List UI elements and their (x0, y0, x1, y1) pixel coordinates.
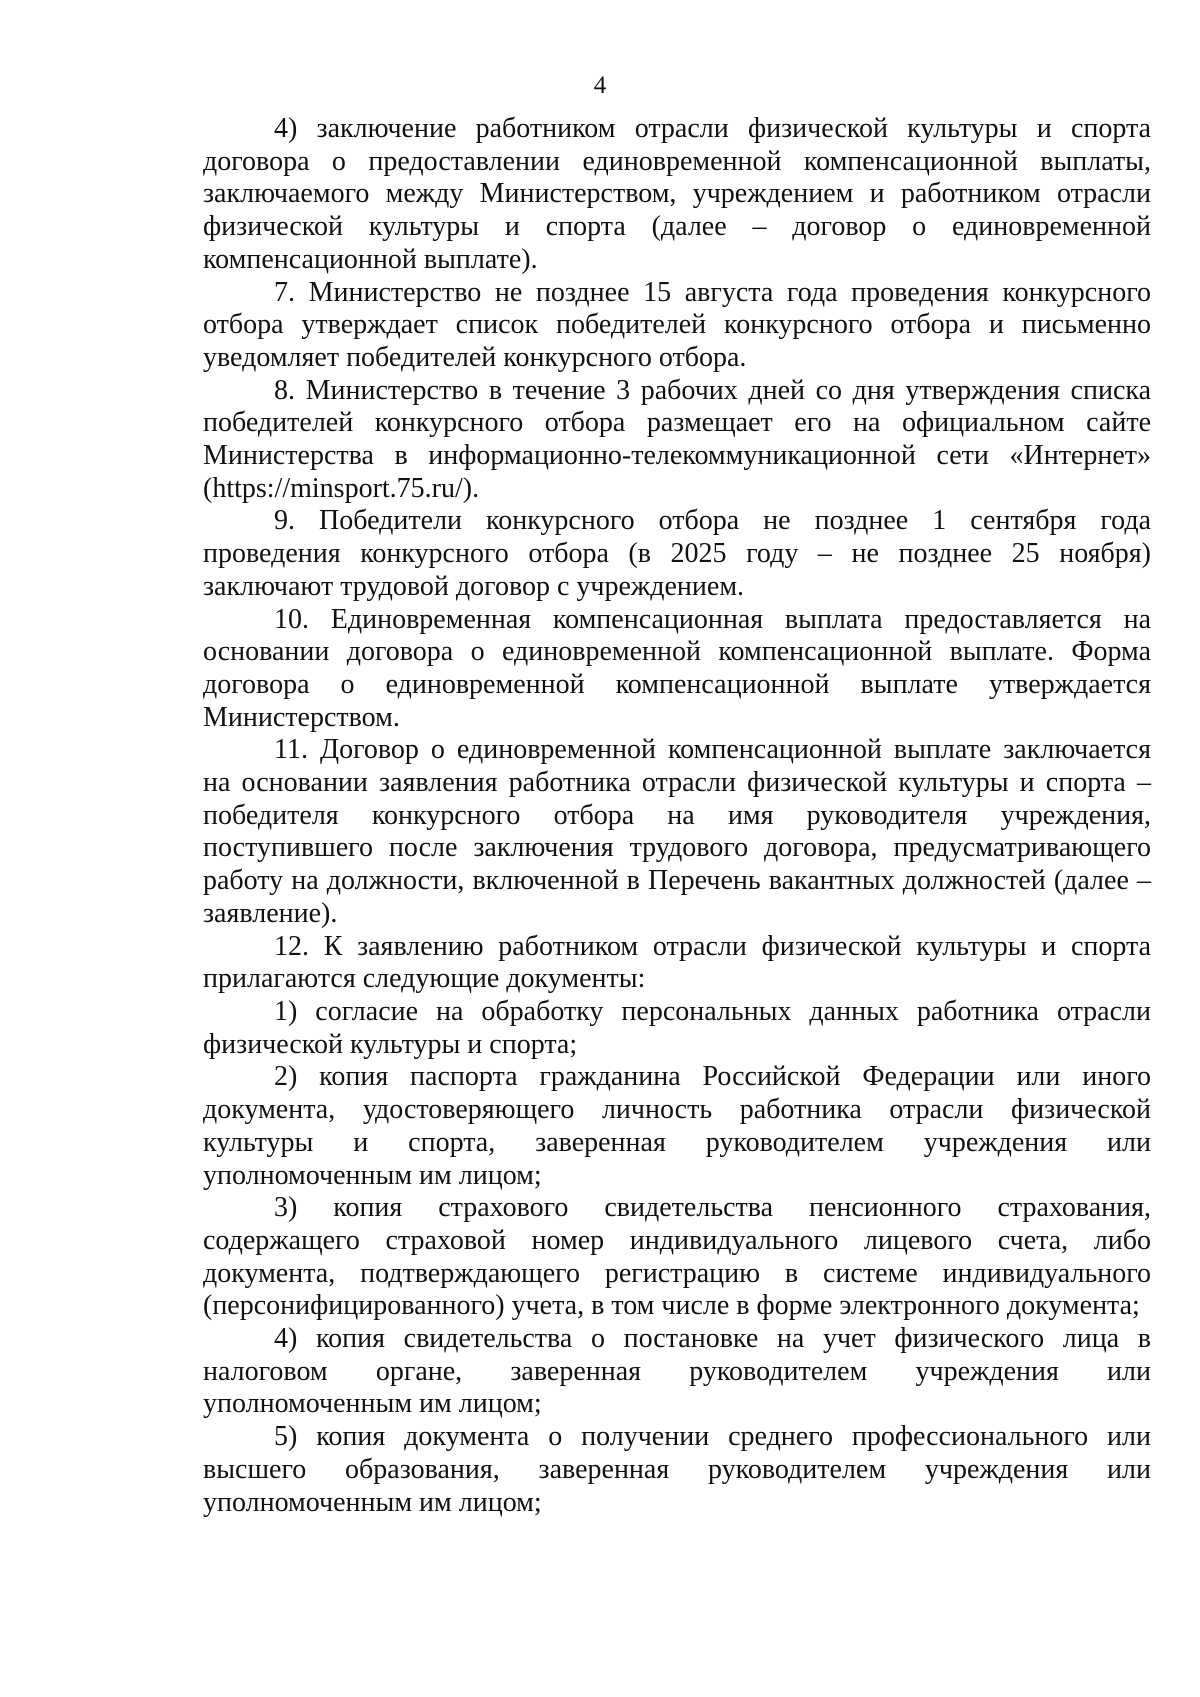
paragraph-clause-4-contract: 4) заключение работником отрасли физической культуры и спорта договора о предоставлении единовременной компенсационной выплаты, заключаемого между Министерством, учреждением и работником отрасли физической культуры и спорта (далее – договор о единовременной компенсационной выплате). (203, 113, 1151, 275)
list-item-2: 2) копия паспорта гражданина Российской Федерации или иного документа, удостоверяющего личность работника отрасли физической культуры и спорта, заверенная руководителем учреждения или уполномоченным им лицом; (203, 1061, 1151, 1191)
list-item-5: 5) копия документа о получении среднего профессионального или высшего образования, заверенная руководителем учреждения или уполномоченным им лицом; (203, 1421, 1151, 1518)
paragraph-11: 11. Договор о единовременной компенсационной выплате заключается на основании заявления работника отрасли физической культуры и спорта – победителя конкурсного отбора на имя руководителя учреждения, поступившего после заключения трудового договора, предусматривающего работу на должности, включенной в Перечень вакантных должностей (далее – заявление). (203, 734, 1151, 929)
paragraph-8: 8. Министерство в течение 3 рабочих дней со дня утверждения списка победителей конкурсного отбора размещает его на официальном сайте Министерства в информационно-телекоммуникационной сети «Интернет» (https://minsport.75.ru/). (203, 374, 1151, 504)
list-item-4: 4) копия свидетельства о постановке на учет физического лица в налоговом органе, заверенная руководителем учреждения или уполномоченным им лицом; (203, 1323, 1151, 1420)
page-number: 4 (593, 72, 607, 99)
paragraph-9: 9. Победители конкурсного отбора не позднее 1 сентября года проведения конкурсного отбора (в 2025 году – не позднее 25 ноября) заключают трудовой договор с учреждением. (203, 505, 1151, 602)
paragraph-12: 12. К заявлению работником отрасли физической культуры и спорта прилагаются следующие документы: (203, 930, 1151, 995)
list-item-3: 3) копия страхового свидетельства пенсионного страхования, содержащего страховой номер индивидуального лицевого счета, либо документа, подтверждающего регистрацию в системе индивидуального (персонифицированного) учета, в том числе в форме электронного документа; (203, 1192, 1151, 1322)
paragraph-10: 10. Единовременная компенсационная выплата предоставляется на основании договора о единовременной компенсационной выплате. Форма договора о единовременной компенсационной выплате утверждается Министерством. (203, 603, 1151, 733)
document-body (203, 113, 1151, 1519)
paragraph-7: 7. Министерство не позднее 15 августа года проведения конкурсного отбора утверждает список победителей конкурсного отбора и письменно уведомляет победителей конкурсного отбора. (203, 276, 1151, 373)
list-item-1: 1) согласие на обработку персональных данных работника отрасли физической культуры и спорта; (203, 995, 1151, 1060)
